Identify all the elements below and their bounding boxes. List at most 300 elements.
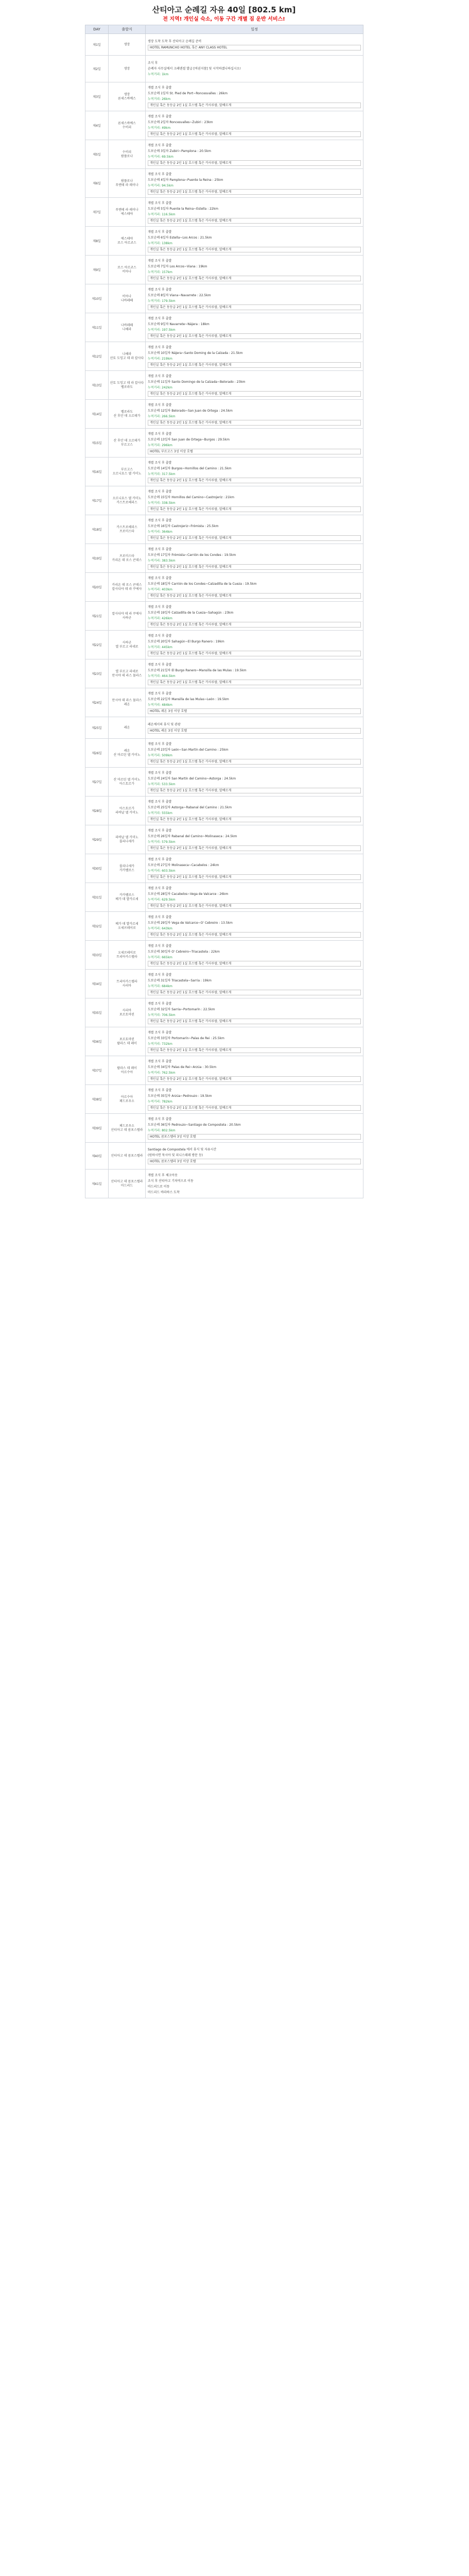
- detail-line: 마드리드로 이동: [148, 1184, 170, 1189]
- detail-line: 개별 조식 후 출발: [148, 886, 172, 890]
- detail-line: 개별 조식 후 출발: [148, 771, 172, 775]
- city-cell: [109, 796, 146, 825]
- table-row: [85, 631, 363, 659]
- city-name: 팔라스 데 레이: [117, 1041, 137, 1045]
- city-cell: [109, 400, 146, 429]
- city-name: 아스토르가: [119, 806, 134, 810]
- day-cell: 제24일: [85, 688, 109, 717]
- table-row: [85, 1085, 363, 1114]
- details-cell: [146, 256, 363, 284]
- table-row: [85, 970, 363, 998]
- detail-line: 개별 조식 후 출발: [148, 915, 172, 919]
- day-cell: 제18일: [85, 515, 109, 544]
- table-row: [85, 515, 363, 544]
- accommodation-note: 개인실 혹은 동등급 2인 1실 호스텔 혹은 카사루랄, 알베르게: [148, 1019, 361, 1024]
- detail-line: 개별 조식 후 출발: [148, 461, 172, 465]
- city-name: 트리아카스텔라: [116, 979, 137, 984]
- details-cell: [146, 1143, 363, 1170]
- city-cell: [109, 883, 146, 912]
- details-cell: [146, 854, 363, 883]
- detail-line: 도보순례 17일차 Frómista~Carrión de los Condes : 19.5km: [148, 553, 236, 557]
- city-name: 부르고스: [120, 443, 133, 447]
- city-name: 비아나: [122, 294, 132, 298]
- city-name: 산티아고 데 콤포스텔라: [111, 1179, 143, 1183]
- cumulative-distance: 누적거리: 157km: [148, 270, 172, 274]
- details-cell: [146, 140, 363, 169]
- city-cell: [109, 284, 146, 313]
- detail-line: 도보순례 27일차 Molinaseca~Cacabelos : 24km: [148, 863, 219, 867]
- detail-line: Santiago de Compostela 에서 휴식 및 자유시간: [148, 1148, 217, 1151]
- detail-line: 도보순례 12일차 Belorado~San Juan de Ortega : 24.5km: [148, 409, 233, 413]
- city-cell: [109, 169, 146, 198]
- day-cell: 제38일: [85, 1085, 109, 1114]
- detail-line: 도보순례 1일차 St. Pied de Port~Roncesvalles : 26km: [148, 91, 228, 95]
- accommodation-note: 개인실 혹은 동등급 2인 1실 호스텔 혹은 카사루랄, 알베르게: [148, 247, 361, 252]
- city-name: 벨로라도: [120, 385, 133, 389]
- detail-line: 도보순례 7일차 Los Arcos~Viana : 19km: [148, 264, 207, 268]
- city-name: 레온: [124, 702, 130, 706]
- table-row: [85, 912, 363, 941]
- table-row: [85, 941, 363, 970]
- city-name: 아르수아: [120, 1070, 133, 1074]
- city-name: 포르토마린: [119, 1037, 134, 1041]
- details-cell: [146, 227, 363, 256]
- accommodation-note: HOTEL 레온 3성 이상 호텔: [148, 728, 361, 734]
- column-header-details: 일정: [146, 25, 363, 34]
- day-cell: 제27일: [85, 768, 109, 796]
- table-row: [85, 739, 363, 768]
- accommodation-note: 개인실 혹은 동등급 2인 1실 호스텔 혹은 카사루랄, 알베르게: [148, 103, 361, 108]
- table-row: [85, 227, 363, 256]
- city-name: 카스트로헤리스: [116, 525, 137, 529]
- details-cell: [146, 313, 363, 342]
- details-cell: [146, 1114, 363, 1143]
- detail-line: 도보순례 13일차 San Juan de Ortega~Burgos : 29.5km: [148, 437, 230, 442]
- day-cell: 제33일: [85, 941, 109, 970]
- city-name: 엘 부르고 라네로: [115, 669, 138, 673]
- city-cell: [109, 825, 146, 854]
- detail-line: 개별 조식 후 출발: [148, 143, 172, 147]
- city-name: 프로미스타: [119, 554, 134, 558]
- table-row: [85, 1143, 363, 1170]
- day-cell: 제41일: [85, 1170, 109, 1198]
- city-name: 나헤라: [122, 327, 132, 331]
- cumulative-distance: 누적거리: 579.5km: [148, 840, 176, 844]
- city-cell: [109, 998, 146, 1027]
- cumulative-distance: 누적거리: 26km: [148, 97, 171, 101]
- city-cell: [109, 256, 146, 284]
- city-name: 로스 아르코스: [117, 265, 136, 269]
- day-cell: 제39일: [85, 1114, 109, 1143]
- city-name: 론세스바예스: [118, 121, 136, 125]
- cumulative-distance: 누적거리: 69.5km: [148, 155, 173, 159]
- detail-line: 순례자 사무실에서 크레덴셜 발급 [여권지참] 및 시작하겠나하십시오!: [148, 67, 241, 71]
- details-cell: [146, 56, 363, 82]
- accommodation-note: 개인실 혹은 동등급 2인 1실 호스텔 혹은 카사루랄, 알베르게: [148, 651, 361, 656]
- city-name: 만시야 데 라스 물라스: [112, 698, 142, 702]
- details-cell: [146, 796, 363, 825]
- accommodation-note: 개인실 혹은 동등급 2인 1실 호스텔 혹은 카사루랄, 알베르게: [148, 845, 361, 851]
- day-cell: 제4일: [85, 111, 109, 140]
- city-name: 나헤라: [122, 352, 132, 356]
- city-cell: [109, 688, 146, 717]
- detail-line: 도보순례 32일차 Sarria~Portomarín : 22.5km: [148, 1007, 215, 1011]
- table-row: [85, 371, 363, 400]
- day-cell: 제14일: [85, 400, 109, 429]
- details-cell: [146, 429, 363, 457]
- details-cell: [146, 371, 363, 400]
- accommodation-note: 개인실 혹은 동등급 2인 1실 호스텔 혹은 카사루랄, 알베르게: [148, 276, 361, 281]
- city-name: 론세스바예스: [118, 96, 136, 100]
- cumulative-distance: 누적거리: 1km: [148, 73, 169, 76]
- city-name: 푸엔테 라 레이나: [115, 183, 138, 187]
- city-cell: [109, 1027, 146, 1056]
- accommodation-note: 개인실 혹은 동등급 2인 1실 호스텔 혹은 카사루랄, 알베르게: [148, 1076, 361, 1082]
- city-name: 산 후안 데 오르테가: [113, 438, 141, 443]
- day-cell: 제26일: [85, 739, 109, 768]
- detail-line: 개별 조식 후 출발: [148, 1117, 172, 1121]
- details-cell: [146, 544, 363, 573]
- detail-line: 도보순례 2일차 Roncesvalles~Zubiri : 23km: [148, 120, 213, 124]
- accommodation-note: 개인실 혹은 동등급 2인 1실 호스텔 혹은 카사루랄, 알베르게: [148, 362, 361, 368]
- cumulative-distance: 누적거리: 94.5km: [148, 183, 173, 188]
- detail-line: 개별 조식 후 출발: [148, 345, 172, 349]
- table-row: [85, 717, 363, 739]
- table-row: [85, 284, 363, 313]
- detail-line: 개별 조식 후 출발: [148, 742, 172, 746]
- city-cell: [109, 429, 146, 457]
- accommodation-note: 개인실 혹은 동등급 2인 1실 호스텔 혹은 카사루랄, 알베르게: [148, 874, 361, 880]
- detail-line: 개별 조식 후 출발: [148, 691, 172, 696]
- day-cell: 제34일: [85, 970, 109, 998]
- city-cell: [109, 82, 146, 111]
- cumulative-distance: 누적거리: 242km: [148, 385, 172, 389]
- details-cell: [146, 573, 363, 602]
- city-cell: [109, 371, 146, 400]
- detail-line: 개별 조식 후 출발: [148, 634, 172, 638]
- accommodation-note: 개인실 혹은 동등급 2인 1실 호스텔 혹은 카사루랄, 알베르게: [148, 903, 361, 909]
- table-row: [85, 573, 363, 602]
- detail-line: 도보순례 20일차 Sahagún~El Burgo Ranero : 19km: [148, 639, 224, 643]
- detail-line: 개별 조식 후 출발: [148, 518, 172, 522]
- itinerary-page: [85, 4, 363, 1198]
- details-cell: [146, 825, 363, 854]
- detail-line: 개별 조식 후 출발: [148, 547, 172, 551]
- cumulative-distance: 누적거리: 179.5km: [148, 299, 176, 303]
- details-cell: [146, 198, 363, 227]
- cumulative-distance: 누적거리: 338.5km: [148, 501, 176, 505]
- city-cell: [109, 739, 146, 768]
- detail-line: 개별 조식 후 출발: [148, 605, 172, 609]
- city-cell: [109, 457, 146, 486]
- city-cell: [109, 1085, 146, 1114]
- detail-line: 개별 조식 후 출발: [148, 172, 172, 176]
- table-row: [85, 56, 363, 82]
- city-cell: [109, 544, 146, 573]
- detail-line: 도보순례 11일차 Santo Domingo de la Calzada~Belorado : 23km: [148, 380, 246, 384]
- day-cell: 제1일: [85, 34, 109, 56]
- day-cell: 제29일: [85, 825, 109, 854]
- cumulative-distance: 누적거리: 732km: [148, 1042, 172, 1046]
- detail-line: 개별 조식 후 체크아웃: [148, 1173, 178, 1177]
- table-row: [85, 854, 363, 883]
- city-name: 사리아: [122, 1008, 132, 1012]
- detail-line: 도보순례 31일차 Triacastela~Sarria : 19km: [148, 978, 212, 982]
- accommodation-note: 개인실 혹은 동등급 2인 1실 호스텔 혹은 카사루랄, 알베르게: [148, 680, 361, 685]
- details-cell: [146, 34, 363, 56]
- day-cell: 제28일: [85, 796, 109, 825]
- detail-line: 개별 조식 후 출발: [148, 201, 172, 205]
- details-cell: [146, 739, 363, 768]
- city-name: 페드로우소: [119, 1099, 134, 1103]
- details-cell: [146, 659, 363, 688]
- table-row: [85, 256, 363, 284]
- detail-line: 개별 조식 후 출발: [148, 114, 172, 118]
- city-name: 카카벨로스: [119, 868, 134, 872]
- detail-line: 개별 조식 후 출발: [148, 374, 172, 378]
- day-cell: 제6일: [85, 169, 109, 198]
- details-cell: [146, 400, 363, 429]
- accommodation-note: 개인실 혹은 동등급 2인 1실 호스텔 혹은 카사루랄, 알베르게: [148, 990, 361, 995]
- accommodation-note: 개인실 혹은 동등급 2인 1실 호스텔 혹은 카사루랄, 알베르게: [148, 788, 361, 793]
- day-cell: 제8일: [85, 227, 109, 256]
- detail-line: 도보순례 14일차 Burgos~Hornillos del Camino : 21.5km: [148, 466, 232, 470]
- city-cell: [109, 227, 146, 256]
- accommodation-note: 개인실 혹은 동등급 2인 1실 호스텔 혹은 카사루랄, 알베르게: [148, 564, 361, 570]
- day-cell: 제22일: [85, 631, 109, 659]
- details-cell: [146, 515, 363, 544]
- details-cell: [146, 1170, 363, 1198]
- city-cell: [109, 912, 146, 941]
- day-cell: 제37일: [85, 1056, 109, 1085]
- day-cell: 제7일: [85, 198, 109, 227]
- table-row: [85, 768, 363, 796]
- table-row: [85, 659, 363, 688]
- accommodation-note: HOTEL 레온 3성 이상 호텔: [148, 708, 361, 714]
- day-cell: 제40일: [85, 1143, 109, 1170]
- table-row: [85, 1114, 363, 1143]
- details-cell: [146, 1056, 363, 1085]
- detail-line: 레온에서의 휴식 및 관광: [148, 722, 181, 726]
- city-name: 팔라스 데 레이: [117, 1066, 137, 1070]
- table-row: [85, 140, 363, 169]
- day-cell: 제19일: [85, 544, 109, 573]
- day-cell: 제31일: [85, 883, 109, 912]
- table-row: [85, 883, 363, 912]
- city-name: 페드로우소: [119, 1124, 134, 1128]
- city-name: 부르고스: [120, 467, 133, 471]
- details-cell: [146, 631, 363, 659]
- cumulative-distance: 누적거리: 533.5km: [148, 782, 176, 786]
- city-name: 로스 아르코스: [117, 241, 136, 245]
- detail-line: 도보순례 10일차 Nájera~Santo Doming de la Calzada : 21.5km: [148, 351, 243, 355]
- detail-line: 개별 조식 후 출발: [148, 857, 172, 861]
- cumulative-distance: 누적거리: 802.5km: [148, 1128, 176, 1132]
- table-row: [85, 1027, 363, 1056]
- city-cell: [109, 631, 146, 659]
- city-name: 나바레떼: [120, 323, 133, 327]
- city-name: 사하군: [122, 640, 132, 645]
- cumulative-distance: 누적거리: 706.5km: [148, 1013, 176, 1017]
- city-name: 사하군: [122, 616, 132, 620]
- cumulative-distance: 누적거리: 684km: [148, 984, 172, 988]
- city-name: 오르니요스 델 카미노: [112, 471, 142, 476]
- table-row: [85, 429, 363, 457]
- detail-line: 도보순례 25일차 Astorga~Rabanal del Camino : 21.5km: [148, 805, 232, 809]
- cumulative-distance: 누적거리: 138km: [148, 241, 172, 245]
- city-cell: [109, 140, 146, 169]
- day-cell: 제12일: [85, 342, 109, 371]
- details-cell: [146, 169, 363, 198]
- accommodation-note: HOTEL 부르고스 3성 이상 호텔: [148, 449, 361, 454]
- accommodation-note: 개인실 혹은 동등급 2인 1실 호스텔 혹은 카사루랄, 알베르게: [148, 478, 361, 483]
- detail-line: 도보순례 29일차 Vega de Valcarce~O' Cebreiro : 13.5km: [148, 921, 233, 925]
- itinerary-rows: [85, 34, 363, 1198]
- table-header-row: [85, 25, 363, 34]
- detail-line: 조식 후 산티아고 기차역으로 이동: [148, 1179, 194, 1183]
- city-name: 트리아카스텔라: [116, 955, 137, 959]
- cumulative-distance: 누적거리: 364km: [148, 530, 172, 534]
- detail-line: 도보순례 21일차 El Burgo Ranero~Mansilla de las Mulas : 19.5km: [148, 668, 247, 672]
- city-cell: [109, 486, 146, 515]
- accommodation-note: 개인실 혹은 동등급 2인 1실 호스텔 혹은 카사루랄, 알베르게: [148, 932, 361, 938]
- detail-line: 도보순례 22일차 Mansilla de las Mulas~León : 19.5km: [148, 697, 229, 701]
- itinerary-table: [85, 25, 363, 1198]
- city-name: 카카벨로스: [119, 893, 134, 897]
- detail-line: 도보순례 16일차 Castrojeriz~Frómista : 25.5km: [148, 524, 219, 528]
- day-cell: 제16일: [85, 457, 109, 486]
- cumulative-distance: 누적거리: 383.5km: [148, 558, 176, 563]
- detail-line: 도보순례 35일차 Arzúa~Pedrouzo : 19.5km: [148, 1094, 212, 1098]
- city-name: 산 마르틴 델 카미노: [113, 777, 141, 782]
- detail-line: 개별 조식 후 출발: [148, 1088, 172, 1092]
- city-name: 베가 데 발카르세: [115, 897, 138, 901]
- accommodation-note: 개인실 혹은 동등급 2인 1실 호스텔 혹은 카사루랄, 알베르게: [148, 506, 361, 512]
- city-cell: [109, 34, 146, 56]
- details-cell: [146, 342, 363, 371]
- accommodation-note: 개인실 혹은 동등급 2인 1실 호스텔 혹은 카사루랄, 알베르게: [148, 1105, 361, 1111]
- accommodation-note: 개인실 혹은 동등급 2인 1실 호스텔 혹은 카사루랄, 알베르게: [148, 218, 361, 224]
- city-name: 마드리드: [120, 1183, 133, 1188]
- city-name: 카스트로헤리스: [116, 500, 137, 504]
- details-cell: [146, 912, 363, 941]
- accommodation-note: 개인실 혹은 동등급 2인 1실 호스텔 혹은 카사루랄, 알베르게: [148, 189, 361, 195]
- details-cell: [146, 1085, 363, 1114]
- cumulative-distance: 누적거리: 629.5km: [148, 897, 176, 902]
- detail-line: 개별 조식 후 출발: [148, 1030, 172, 1035]
- details-cell: [146, 768, 363, 796]
- details-cell: [146, 457, 363, 486]
- city-cell: [109, 56, 146, 82]
- details-cell: [146, 1027, 363, 1056]
- accommodation-note: 개인실 혹은 동등급 2인 1실 호스텔 혹은 카사루랄, 알베르게: [148, 622, 361, 628]
- detail-line: 도보순례 6일차 Estella~Los Arcos : 21.5km: [148, 235, 212, 240]
- city-name: 오세브레이로: [118, 926, 136, 930]
- column-header-city: 출발지: [109, 25, 146, 34]
- day-cell: 제11일: [85, 313, 109, 342]
- cumulative-distance: 누적거리: 116.5km: [148, 212, 176, 216]
- day-cell: 제10일: [85, 284, 109, 313]
- detail-line: 도보순례 26일차 Rabanal del Camino~Molinaseca : 24.5km: [148, 834, 237, 838]
- city-name: 푸엔테 라 레이나: [115, 208, 138, 212]
- accommodation-note: 개인실 혹은 동등급 2인 1실 호스텔 혹은 카사루랄, 알베르게: [148, 304, 361, 310]
- cumulative-distance: 누적거리: 603.5km: [148, 869, 176, 873]
- day-cell: 제35일: [85, 998, 109, 1027]
- city-name: 몰리나세카: [119, 839, 134, 843]
- table-row: [85, 111, 363, 140]
- city-name: 베가 데 발카르세: [115, 922, 138, 926]
- day-cell: 제17일: [85, 486, 109, 515]
- city-name: 비아나: [122, 269, 132, 274]
- details-cell: [146, 602, 363, 631]
- accommodation-note: HOTEL 콤포스텔라 3성 이상 호텔: [148, 1134, 361, 1140]
- cumulative-distance: 누적거리: 762.5km: [148, 1071, 176, 1075]
- city-name: 라바날 델 카미노: [115, 835, 138, 839]
- cumulative-distance: 누적거리: 555km: [148, 811, 172, 815]
- day-cell: 제21일: [85, 602, 109, 631]
- city-cell: [109, 854, 146, 883]
- city-name: 카리온 데 로스 콘데스: [112, 583, 142, 587]
- city-name: 산토 도밍고 데 라 칼사다: [110, 381, 144, 385]
- city-name: 칼사디야 데 라 꾸에사: [112, 587, 142, 591]
- table-row: [85, 400, 363, 429]
- city-cell: [109, 717, 146, 739]
- table-row: [85, 1170, 363, 1198]
- day-cell: 제15일: [85, 429, 109, 457]
- accommodation-note: HOTEL RAMUNCHO HOTEL 혹은 ANY CLASS HOTEL: [148, 45, 361, 50]
- cumulative-distance: 누적거리: 266.5km: [148, 414, 176, 418]
- table-row: [85, 796, 363, 825]
- city-cell: [109, 941, 146, 970]
- detail-line: 도보순례 4일차 Pamplona~Puente la Reina : 25km: [148, 178, 223, 182]
- table-row: [85, 1056, 363, 1085]
- accommodation-note: 개인실 혹은 동등급 2인 1실 호스텔 혹은 카사루랄, 알베르게: [148, 391, 361, 397]
- day-cell: 제2일: [85, 56, 109, 82]
- city-name: 프로미스타: [119, 529, 134, 533]
- day-cell: 제9일: [85, 256, 109, 284]
- cumulative-distance: 누적거리: 219km: [148, 357, 172, 361]
- city-cell: [109, 342, 146, 371]
- table-row: [85, 486, 363, 515]
- detail-line: 도보순례 36일차 Pedrouzo~Santiago de Compostela : 20.5km: [148, 1123, 241, 1127]
- city-name: 아르수아: [120, 1095, 133, 1099]
- city-name: 산 마르틴 델 카미노: [113, 753, 141, 757]
- detail-line: 도보순례 28일차 Cacabelos~Vega de Valcarce : 26km: [148, 892, 229, 896]
- page-subtitle: 전 지역! 개인실 숙소, 이동 구간 개별 짐 운반 서비스!: [163, 16, 285, 22]
- detail-line: 도보순례 18일차 Carrión de los Condes~Calzadilla de la Cueza : 19.5km: [148, 582, 257, 586]
- detail-line: 도보순례 30일차 O' Cebreiro~Triacastela : 22km: [148, 950, 220, 954]
- city-name: 라바날 델 카미노: [115, 810, 138, 815]
- city-cell: [109, 573, 146, 602]
- details-cell: [146, 111, 363, 140]
- table-row: [85, 825, 363, 854]
- page-title: 산티아고 순례길 자유 40일 [802.5 km]: [152, 5, 296, 14]
- cumulative-distance: 누적거리: 445km: [148, 645, 172, 649]
- accommodation-note: 개인실 혹은 동등급 2인 1실 호스텔 혹은 카사루랄, 알베르게: [148, 759, 361, 765]
- city-cell: [109, 970, 146, 998]
- cumulative-distance: 누적거리: 643km: [148, 926, 172, 930]
- details-cell: [146, 82, 363, 111]
- city-name: 팜플로나: [120, 154, 133, 158]
- city-cell: [109, 602, 146, 631]
- table-row: [85, 544, 363, 573]
- details-cell: [146, 998, 363, 1027]
- day-cell: 제20일: [85, 573, 109, 602]
- day-cell: 제32일: [85, 912, 109, 941]
- city-name: 레온: [124, 725, 130, 730]
- table-row: [85, 602, 363, 631]
- detail-line: 개별 조식 후 출발: [148, 1059, 172, 1063]
